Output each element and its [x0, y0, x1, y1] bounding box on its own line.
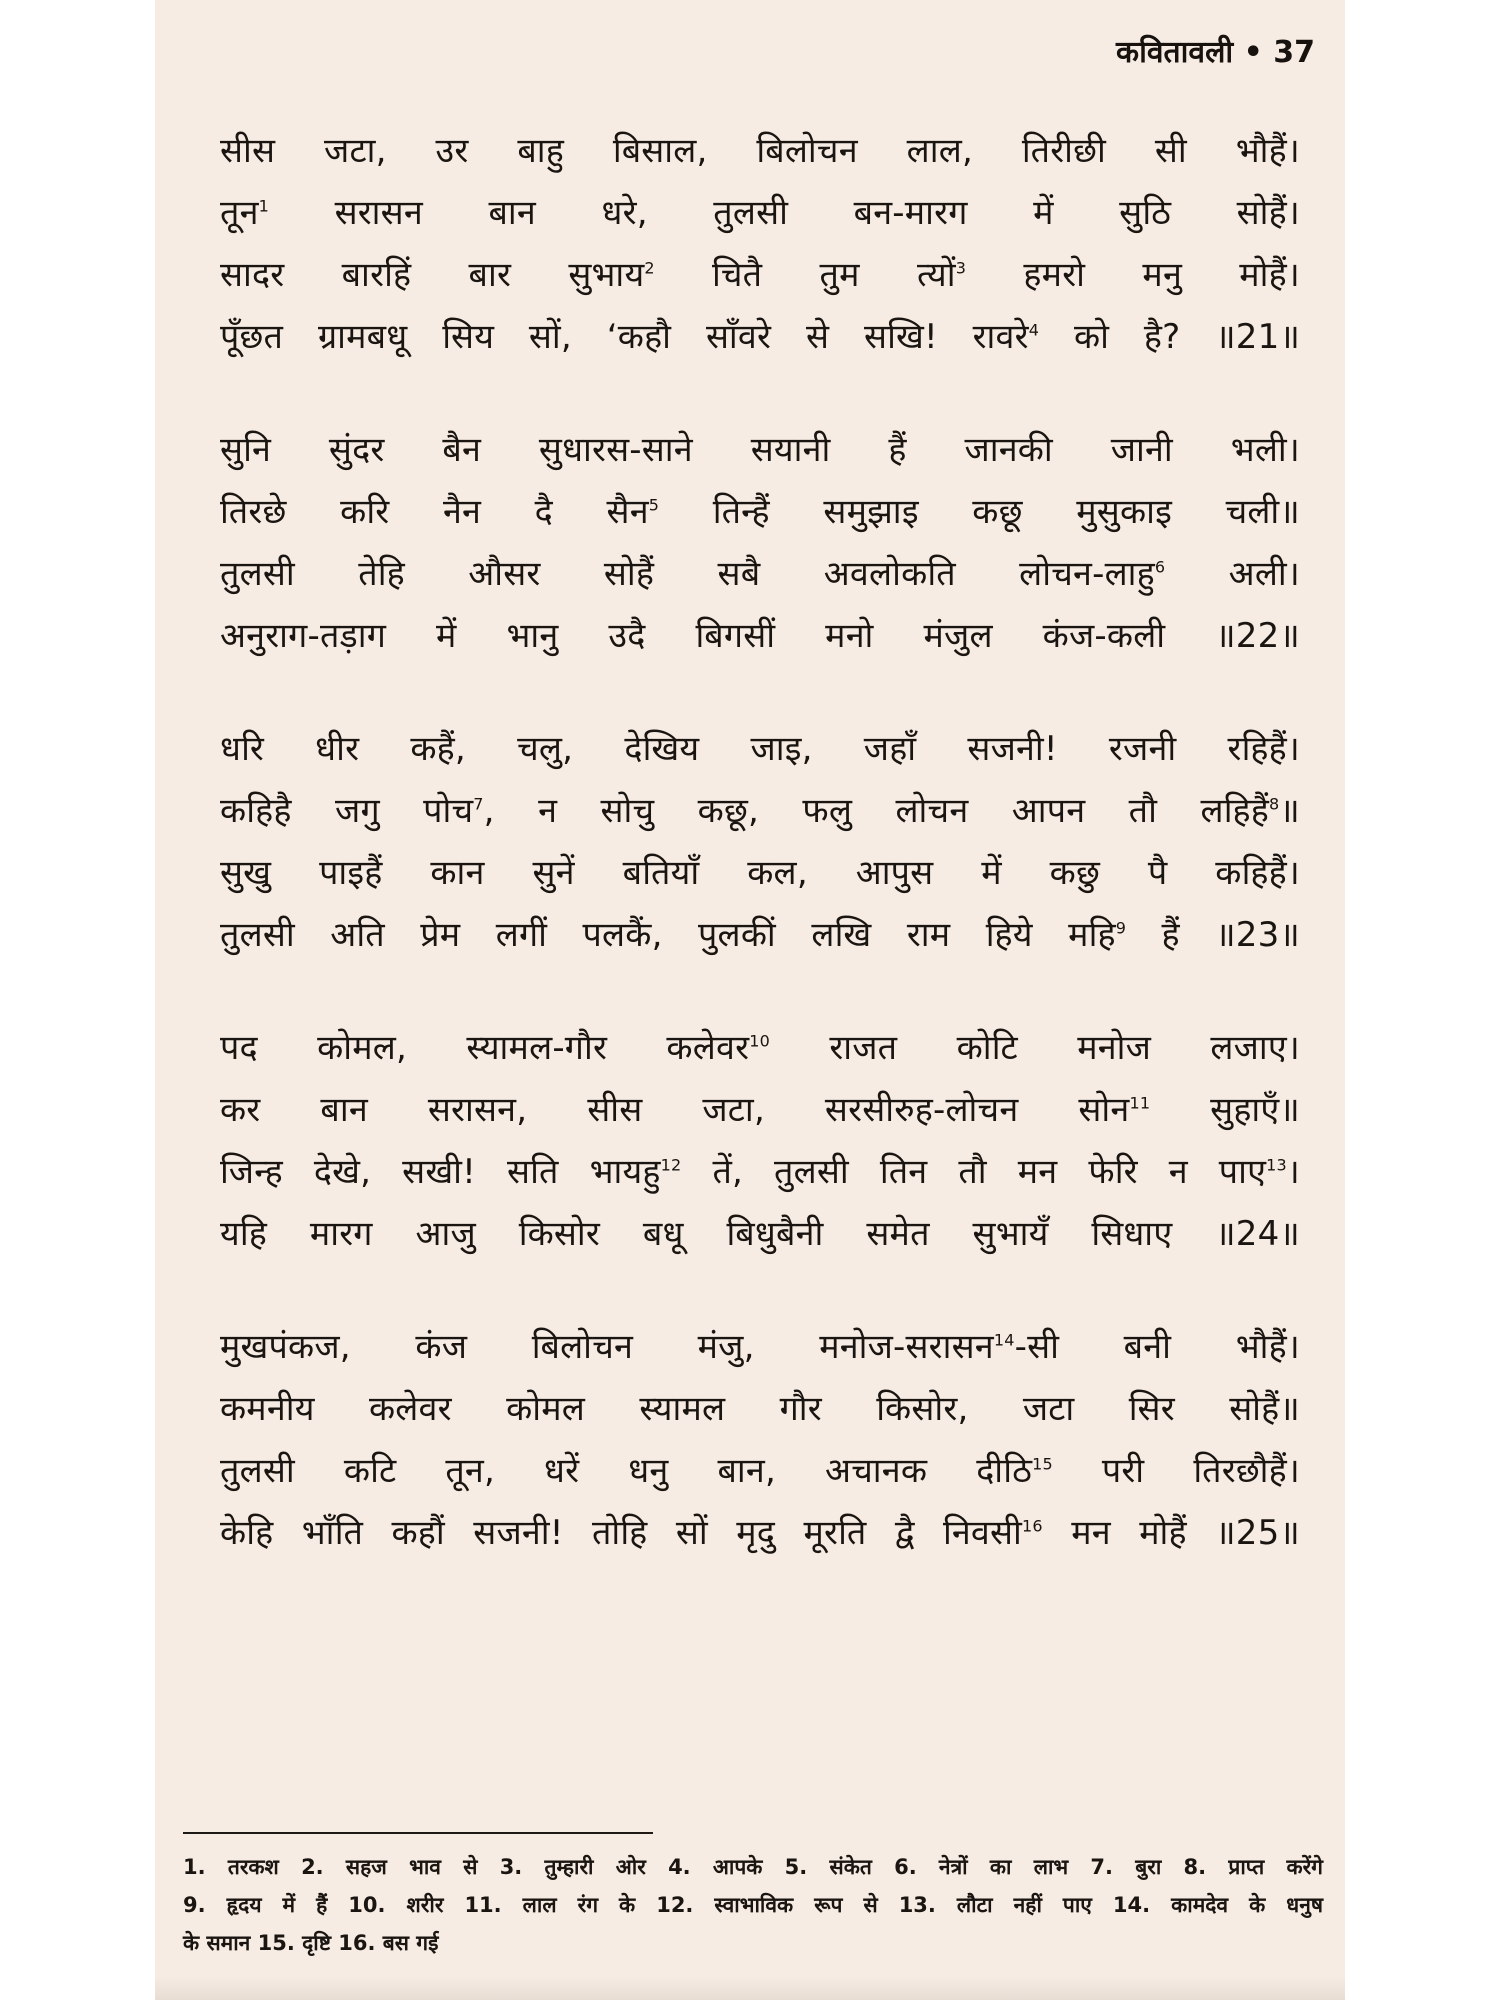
footnote-marker: 7 — [473, 794, 484, 814]
verse-text: केहि भाँति कहौं सजनी! तोहि सों मृदु मूरति द्वै निवसी — [220, 1513, 1023, 1553]
footnote-marker: 16 — [1022, 1516, 1043, 1536]
footnote-marker: 13 — [1266, 1155, 1287, 1175]
verse-text: तिन्हैं समुझाइ कछू मुसुकाइ चली॥ — [659, 492, 1300, 532]
verse-text: तुलसी तेहि औसर सोहैं सबै अवलोकति लोचन-लाहु — [220, 554, 1155, 594]
verse-text: कमनीय कलेवर कोमल स्यामल गौर किसोर, जटा सिर सोहैं॥ — [220, 1389, 1300, 1429]
footnote-marker: 1 — [258, 196, 270, 216]
footnote-rule — [183, 1832, 653, 1834]
verse-text: मन मोहैं ॥25॥ — [1042, 1513, 1301, 1553]
footnote-marker: 8 — [1269, 794, 1280, 814]
verse-text: अली। — [1165, 554, 1300, 594]
verse-line — [220, 1378, 1300, 1440]
verse-text: पद कोमल, स्यामल-गौर कलेवर — [220, 1028, 750, 1068]
verse-text: , न सोचु कछू, फलु लोचन आपन तौ लहिहैं — [483, 791, 1270, 831]
verse-line — [220, 1502, 1300, 1564]
verse-text: ॥ — [1279, 791, 1300, 831]
verse-text: सरासन बान धरे, तुलसी बन-मारग में सुठि सोहैं। — [269, 193, 1300, 233]
verse-line — [220, 306, 1300, 368]
verse-line — [220, 1017, 1300, 1079]
book-page — [155, 0, 1345, 2000]
verse-line — [220, 780, 1300, 842]
verse-text: सादर बारहिं बार सुभाय — [220, 255, 645, 295]
verse-line — [220, 182, 1300, 244]
verse-line — [220, 244, 1300, 306]
verse-text: तून — [220, 193, 259, 233]
verse-text: सीस जटा, उर बाहु बिसाल, बिलोचन लाल, तिरीछी सी भौहैं। — [220, 131, 1300, 171]
footnote-marker: 15 — [1032, 1454, 1053, 1474]
stanza — [220, 120, 1300, 368]
verse-line — [220, 842, 1300, 904]
footnote-marker: 2 — [644, 258, 655, 278]
verse-text: पूँछत ग्रामबधू सिय सों, ‘कहौ साँवरे से सखि! रावरे — [220, 317, 1029, 357]
stanza — [220, 1017, 1300, 1265]
footnote-line: 9. हृदय में हैं 10. शरीर 11. लाल रंग के 12. स्वाभाविक रूप से 13. लौटा नहीं पाए 14. कामदेव के धनुष — [183, 1893, 1323, 1917]
page-bottom-shade — [155, 1976, 1345, 2000]
verse-body — [220, 120, 1300, 1615]
footnote-marker: 4 — [1028, 320, 1040, 340]
footnote-marker: 14 — [993, 1330, 1015, 1350]
footnote-marker: 3 — [955, 258, 967, 278]
running-header: कवितावली • 37 — [1116, 35, 1315, 70]
verse-text: सुखु पाइहैं कान सुनें बतियाँ कल, आपुस में कछु पै कहिहैं। — [220, 853, 1300, 893]
verse-text: हैं ॥23॥ — [1126, 915, 1300, 955]
verse-text: कहिहै जगु पोच — [220, 791, 474, 831]
footnote-line: के समान 15. दृष्टि 16. बस गई — [183, 1931, 439, 1955]
verse-text: हमरो मनु मोहैं। — [966, 255, 1300, 295]
verse-text: कर बान सरासन, सीस जटा, सरसीरुह-लोचन सोन — [220, 1090, 1130, 1130]
footnote-marker: 10 — [749, 1031, 770, 1051]
verse-line — [220, 605, 1300, 667]
verse-text: परी तिरछौहैं। — [1052, 1451, 1300, 1491]
verse-line — [220, 1440, 1300, 1502]
stanza — [220, 718, 1300, 966]
verse-line — [220, 904, 1300, 966]
stanza — [220, 1316, 1300, 1564]
verse-text: तुलसी अति प्रेम लगीं पलकैं, पुलकीं लखि राम हिये महि — [220, 915, 1116, 955]
verse-text: मुखपंकज, कंज बिलोचन मंजु, मनोज-सरासन — [220, 1327, 994, 1367]
verse-line — [220, 1316, 1300, 1378]
verse-text: धरि धीर कहैं, चलु, देखिय जाइ, जहाँ सजनी! रजनी रहिहैं। — [220, 729, 1300, 769]
verse-text: जिन्ह देखे, सखी! सति भायहु — [220, 1152, 661, 1192]
verse-text: अनुराग-तड़ाग में भानु उदै बिगसीं मनो मंजुल कंज-कली ॥22॥ — [220, 616, 1300, 656]
verse-text: को है? ॥21॥ — [1039, 317, 1301, 357]
verse-line — [220, 543, 1300, 605]
verse-text: सुहाएँ॥ — [1150, 1090, 1300, 1130]
verse-line — [220, 1141, 1300, 1203]
verse-line — [220, 718, 1300, 780]
verse-text: राजत कोटि मनोज लजाए। — [769, 1028, 1300, 1068]
footnote-marker: 9 — [1115, 918, 1127, 938]
footnote-line: 1. तरकश 2. सहज भाव से 3. तुम्हारी ओर 4. आपके 5. संकेत 6. नेत्रों का लाभ 7. बुरा 8. प्राप्त करेंगे — [183, 1855, 1323, 1879]
verse-line — [220, 120, 1300, 182]
verse-line — [220, 481, 1300, 543]
verse-line — [220, 1079, 1300, 1141]
footnote-marker: 6 — [1154, 557, 1166, 577]
verse-text: -सी बनी भौहैं। — [1014, 1327, 1300, 1367]
footnote-marker: 5 — [648, 495, 660, 515]
stanza — [220, 419, 1300, 667]
verse-text: यहि मारग आजु किसोर बधू बिधुबैनी समेत सुभायँ सिधाए ॥24॥ — [220, 1214, 1300, 1254]
verse-text: तुलसी कटि तून, धरें धनु बान, अचानक दीठि — [220, 1451, 1033, 1491]
verse-line — [220, 419, 1300, 481]
verse-text: सुनि सुंदर बैन सुधारस-साने सयानी हैं जानकी जानी भली। — [220, 430, 1300, 470]
footnote-marker: 12 — [660, 1155, 682, 1175]
verse-text: तिरछे करि नैन दै सैन — [220, 492, 649, 532]
verse-line — [220, 1203, 1300, 1265]
verse-text: । — [1286, 1152, 1300, 1192]
footnotes — [183, 1848, 1323, 1962]
verse-text: चितै तुम त्यों — [654, 255, 956, 295]
footnote-marker: 11 — [1129, 1093, 1151, 1113]
verse-text: तें, तुलसी तिन तौ मन फेरि न पाए — [681, 1152, 1267, 1192]
